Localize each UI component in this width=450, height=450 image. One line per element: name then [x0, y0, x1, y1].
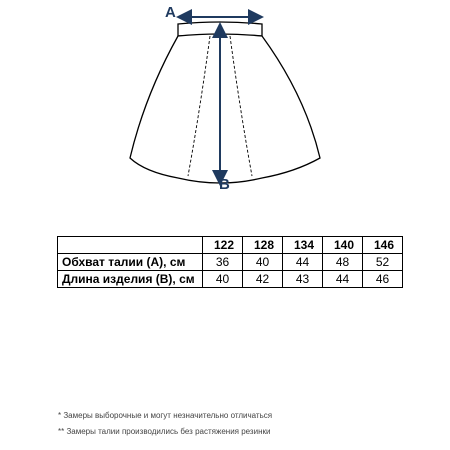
table-row	[58, 271, 403, 288]
table-cell: 44	[283, 254, 323, 271]
table-cell: 36	[203, 254, 243, 271]
skirt-body	[130, 34, 320, 183]
table-header-row	[58, 237, 403, 254]
table-cell: 52	[363, 254, 403, 271]
header-empty-cell	[58, 237, 203, 254]
table-cell: 46	[363, 271, 403, 288]
size-header: 134	[283, 237, 323, 254]
table-cell: 44	[323, 271, 363, 288]
size-table	[57, 236, 403, 288]
table-cell: 40	[203, 271, 243, 288]
table-row	[58, 254, 403, 271]
footnote-1: * Замеры выборочные и могут незначительно отличаться	[58, 411, 273, 420]
size-header: 146	[363, 237, 403, 254]
row-label-waist: Обхват талии (A), см	[58, 254, 203, 271]
label-a: A	[165, 4, 176, 21]
table-cell: 43	[283, 271, 323, 288]
table-cell: 42	[243, 271, 283, 288]
size-header: 128	[243, 237, 283, 254]
size-header: 140	[323, 237, 363, 254]
footnote-2: ** Замеры талии производились без растяжения резинки	[58, 427, 271, 436]
row-label-length: Длина изделия (B), см	[58, 271, 203, 288]
table-cell: 48	[323, 254, 363, 271]
label-b: B	[219, 176, 230, 193]
table-cell: 40	[243, 254, 283, 271]
size-header: 122	[203, 237, 243, 254]
